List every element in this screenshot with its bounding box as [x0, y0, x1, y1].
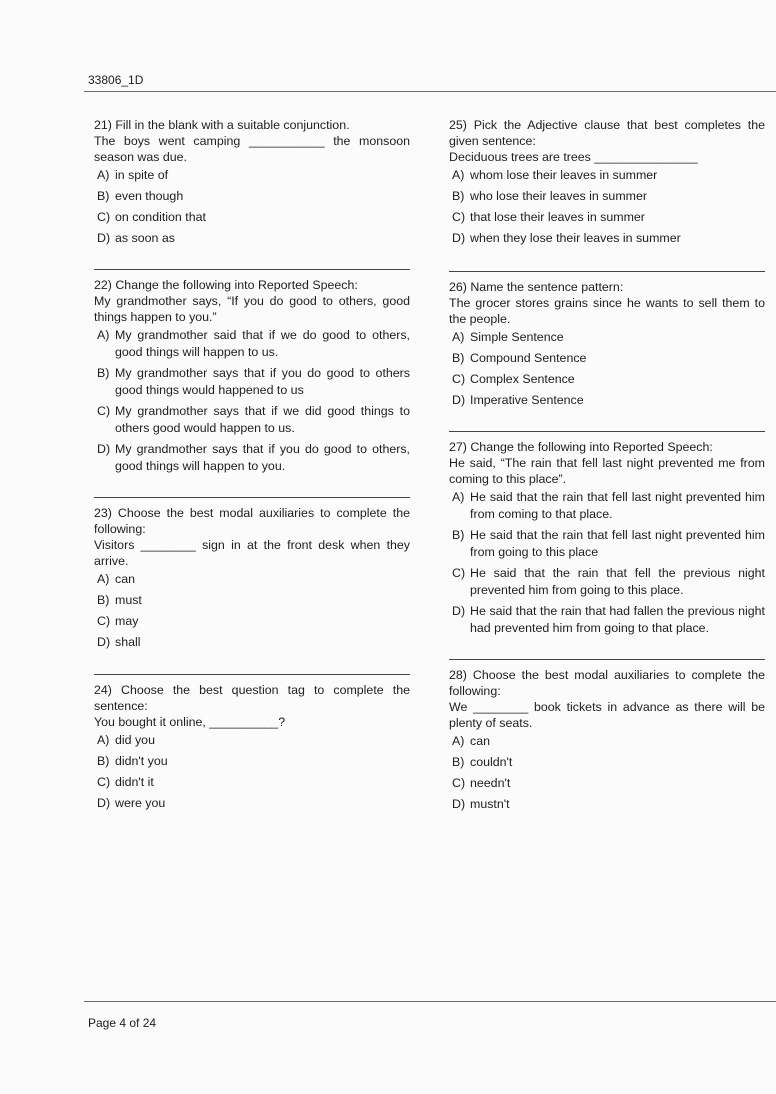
option-text: may [115, 614, 139, 628]
option-text: My grandmother says that if you do good to others, good things will happen to you. [115, 442, 410, 473]
question-text: The grocer stores grains since he wants to sell them to the people. [449, 296, 765, 326]
option-c[interactable] [449, 565, 765, 599]
option-letter: D) [452, 231, 466, 245]
option-a[interactable] [94, 571, 410, 588]
option-letter: D) [97, 231, 111, 245]
option-text: Imperative Sentence [470, 393, 584, 407]
option-letter: B) [452, 755, 465, 769]
option-c[interactable] [449, 209, 765, 226]
option-b[interactable] [94, 592, 410, 609]
option-d[interactable] [449, 230, 765, 247]
option-text: My grandmother says that if we did good things to others good would happen to us. [115, 404, 410, 435]
options-list [94, 327, 410, 475]
option-text: couldn't [470, 755, 513, 769]
question-divider [94, 497, 410, 498]
option-letter: D) [97, 635, 111, 649]
option-letter: D) [97, 442, 111, 456]
option-letter: B) [97, 366, 110, 380]
option-letter: C) [97, 404, 111, 418]
option-letter: C) [452, 566, 466, 580]
option-letter: D) [452, 393, 466, 407]
option-a[interactable] [449, 167, 765, 184]
option-text: that lose their leaves in summer [470, 210, 645, 224]
option-text: must [115, 593, 142, 607]
option-letter: C) [97, 210, 111, 224]
option-b[interactable] [94, 188, 410, 205]
option-b[interactable] [94, 753, 410, 770]
options-list [94, 571, 410, 651]
option-letter: A) [97, 572, 110, 586]
option-letter: B) [452, 528, 465, 542]
option-a[interactable] [94, 732, 410, 749]
question-title: 28) Choose the best modal auxiliaries to complete the following: [449, 668, 765, 698]
option-c[interactable] [94, 209, 410, 226]
question-title: 22) Change the following into Reported Speech: [94, 278, 358, 292]
question-text: My grandmother says, “If you do good to others, good things happen to you.” [94, 294, 410, 324]
option-letter: B) [97, 189, 110, 203]
option-d[interactable] [449, 392, 765, 409]
option-text: whom lose their leaves in summer [470, 168, 658, 182]
question-23 [94, 505, 410, 655]
question-divider [449, 659, 765, 660]
option-text: My grandmother said that if we do good to others, good things will happen to us. [115, 328, 410, 359]
option-letter: A) [452, 490, 465, 504]
question-21 [94, 117, 410, 251]
option-text: He said that the rain that had fallen the previous night had prevented him from going to that place. [470, 604, 765, 635]
question-title: 23) Choose the best modal auxiliaries to complete the following: [94, 506, 410, 536]
option-c[interactable] [94, 403, 410, 437]
option-letter: C) [452, 776, 466, 790]
option-letter: A) [97, 328, 110, 342]
option-letter: D) [452, 604, 466, 618]
option-letter: C) [97, 614, 111, 628]
question-text: The boys went camping ___________ the monsoon season was due. [94, 134, 410, 164]
option-a[interactable] [449, 733, 765, 750]
page-code: 33806_1D [88, 73, 144, 87]
question-title: 24) Choose the best question tag to complete the sentence: [94, 683, 410, 713]
option-text: who lose their leaves in summer [470, 189, 647, 203]
options-list [449, 167, 765, 247]
option-b[interactable] [449, 527, 765, 561]
option-letter: D) [97, 796, 111, 810]
question-24 [94, 682, 410, 816]
option-b[interactable] [449, 754, 765, 771]
option-text: shall [115, 635, 141, 649]
option-letter: B) [97, 754, 110, 768]
option-letter: B) [452, 351, 465, 365]
question-divider [449, 271, 765, 272]
option-letter: C) [452, 210, 466, 224]
option-d[interactable] [94, 230, 410, 247]
option-text: He said that the rain that fell last night prevented him from going to this place [470, 528, 765, 559]
option-text: mustn't [470, 797, 510, 811]
option-letter: A) [97, 733, 110, 747]
option-text: needn't [470, 776, 511, 790]
option-a[interactable] [94, 167, 410, 184]
question-22 [94, 277, 410, 479]
question-text: We ________ book tickets in advance as there will be plenty of seats. [449, 700, 765, 730]
option-text: can [115, 572, 135, 586]
option-letter: C) [452, 372, 466, 386]
option-text: He said that the rain that fell last night prevented him from coming to that place. [470, 490, 765, 521]
option-text: He said that the rain that fell the previous night prevented him from going to this place. [470, 566, 765, 597]
question-title: 25) Pick the Adjective clause that best completes the given sentence: [449, 118, 765, 148]
option-a[interactable] [449, 329, 765, 346]
option-text: Compound Sentence [470, 351, 587, 365]
option-letter: A) [452, 330, 465, 344]
option-text: didn't it [115, 775, 154, 789]
option-d[interactable] [449, 796, 765, 813]
option-a[interactable] [449, 489, 765, 523]
option-letter: B) [452, 189, 465, 203]
question-text: You bought it online, __________? [94, 715, 286, 729]
question-divider [94, 674, 410, 675]
option-letter: C) [97, 775, 111, 789]
option-b[interactable] [449, 188, 765, 205]
option-text: didn't you [115, 754, 168, 768]
options-list [449, 489, 765, 637]
option-text: as soon as [115, 231, 175, 245]
option-text: when they lose their leaves in summer [470, 231, 681, 245]
question-text: Visitors ________ sign in at the front desk when they arrive. [94, 538, 410, 568]
option-b[interactable] [94, 365, 410, 399]
options-list [94, 167, 410, 247]
option-d[interactable] [449, 603, 765, 637]
question-28 [449, 667, 765, 817]
option-d[interactable] [94, 795, 410, 812]
option-text: Complex Sentence [470, 372, 575, 386]
question-27 [449, 439, 765, 641]
option-d[interactable] [94, 441, 410, 475]
question-title: 21) Fill in the blank with a suitable conjunction. [94, 118, 350, 132]
option-c[interactable] [449, 371, 765, 388]
option-text: were you [115, 796, 166, 810]
question-title: 26) Name the sentence pattern: [449, 280, 624, 294]
option-text: in spite of [115, 168, 169, 182]
option-text: Simple Sentence [470, 330, 564, 344]
options-list [449, 329, 765, 409]
question-text: Deciduous trees are trees _______________ [449, 150, 698, 164]
option-b[interactable] [449, 350, 765, 367]
option-c[interactable] [94, 613, 410, 630]
options-list [449, 733, 765, 813]
option-text: did you [115, 733, 155, 747]
question-26 [449, 279, 765, 413]
option-letter: A) [452, 734, 465, 748]
question-text: He said, “The rain that fell last night prevented me from coming to this place”. [449, 456, 765, 486]
footer-divider [84, 1001, 776, 1002]
header-divider [84, 91, 776, 92]
question-25 [449, 117, 765, 251]
option-text: My grandmother says that if you do good to others good things would happened to us [115, 366, 410, 397]
option-letter: D) [452, 797, 466, 811]
question-title: 27) Change the following into Reported Speech: [449, 440, 713, 454]
question-divider [449, 431, 765, 432]
option-letter: A) [97, 168, 110, 182]
option-c[interactable] [449, 775, 765, 792]
option-d[interactable] [94, 634, 410, 651]
question-divider [94, 269, 410, 270]
option-text: on condition that [115, 210, 206, 224]
option-c[interactable] [94, 774, 410, 791]
option-text: can [470, 734, 490, 748]
option-a[interactable] [94, 327, 410, 361]
option-text: even though [115, 189, 184, 203]
options-list [94, 732, 410, 812]
option-letter: A) [452, 168, 465, 182]
page-number: Page 4 of 24 [88, 1016, 157, 1030]
option-letter: B) [97, 593, 110, 607]
